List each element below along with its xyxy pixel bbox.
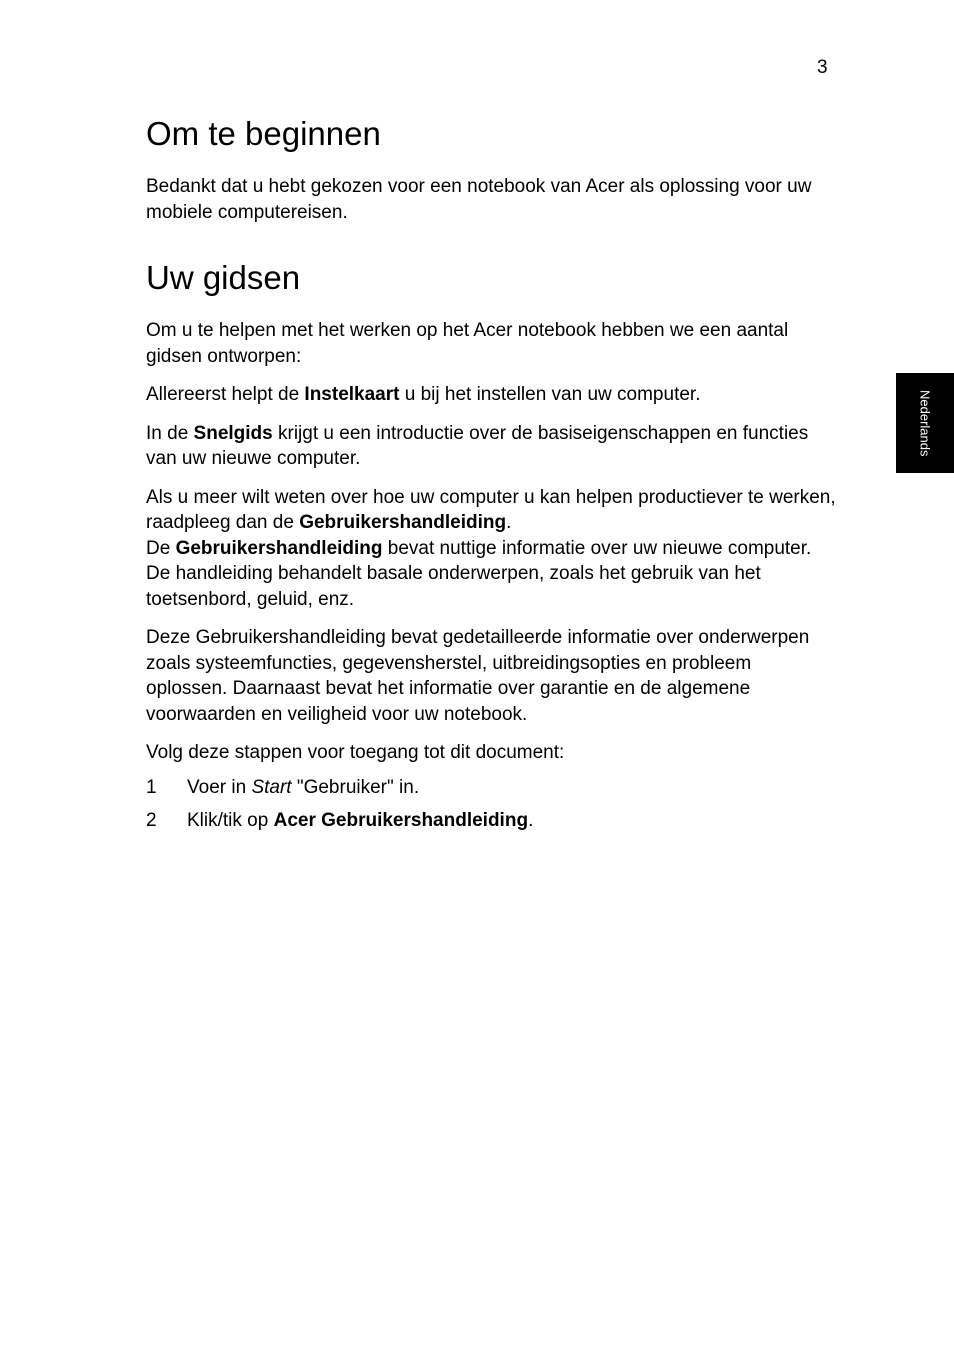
heading-om-te-beginnen: Om te beginnen [146, 115, 381, 152]
guides-intro-paragraph: Om u te helpen met het werken op het Acer notebook hebben we een aantal gidsen ontworpen: [146, 320, 789, 367]
step-text [187, 808, 533, 834]
start-italic: Start [251, 776, 292, 798]
step-text [187, 775, 419, 801]
text-run: u bij het instellen van uw computer. [399, 384, 701, 405]
list-item [146, 808, 836, 834]
steps-list [146, 775, 836, 834]
text-run: Allereerst helpt de [146, 384, 305, 405]
steps-intro-paragraph: Volg deze stappen voor toegang tot dit document: [146, 742, 565, 763]
handleiding-bold: Gebruikershandleiding [299, 512, 507, 533]
text-run: Als u meer wilt weten over hoe uw computer u kan helpen productiever te werken, raadpleeg dan de [146, 486, 836, 533]
text-run: . [506, 512, 512, 533]
text-run: Klik/tik op [187, 810, 274, 831]
intro-paragraph: Bedankt dat u hebt gekozen voor een notebook van Acer als oplossing voor uw mobiele computereisen. [146, 176, 812, 223]
page-content [146, 114, 836, 842]
handleiding-paragraph [146, 485, 836, 536]
text-run: bevat nuttige informatie over uw nieuwe computer. De handleiding behandelt basale onderwerpen, zoals het gebruik van het toetsenbord, geluid, enz. [146, 537, 812, 610]
acer-handleiding-bold: Acer Gebruikershandleiding [273, 810, 529, 831]
snelgids-paragraph [146, 421, 836, 472]
step-number: 2 [146, 810, 157, 831]
text-run: "Gebruiker" in. [291, 776, 420, 798]
text-run: krijgt u een introductie over de basiseigenschappen en functies van uw nieuwe computer. [146, 422, 809, 469]
details-paragraph: Deze Gebruikershandleiding bevat gedetailleerde informatie over onderwerpen zoals systeemfuncties, gegevensherstel, uitbreidingsopties en probleem oplossen. Daarnaast bevat het informatie over garantie en de algemene voorwaarden en veiligheid voor uw notebook. [146, 627, 810, 725]
step-number: 1 [146, 776, 157, 798]
language-tab [896, 373, 954, 473]
instelkaart-paragraph [146, 382, 836, 408]
text-run: Voer in [187, 776, 252, 798]
text-run: In de [146, 422, 194, 444]
text-run: . [528, 810, 534, 831]
instelkaart-bold: Instelkaart [304, 384, 400, 405]
heading-uw-gidsen: Uw gidsen [146, 259, 301, 296]
page-number: 3 [817, 57, 828, 78]
handleiding-bold: Gebruikershandleiding [175, 537, 383, 559]
text-run: De [146, 537, 176, 559]
handleiding-detail-paragraph [146, 536, 836, 613]
language-tab-label: Nederlands [917, 389, 933, 457]
snelgids-bold: Snelgids [193, 422, 273, 444]
list-item [146, 775, 836, 801]
